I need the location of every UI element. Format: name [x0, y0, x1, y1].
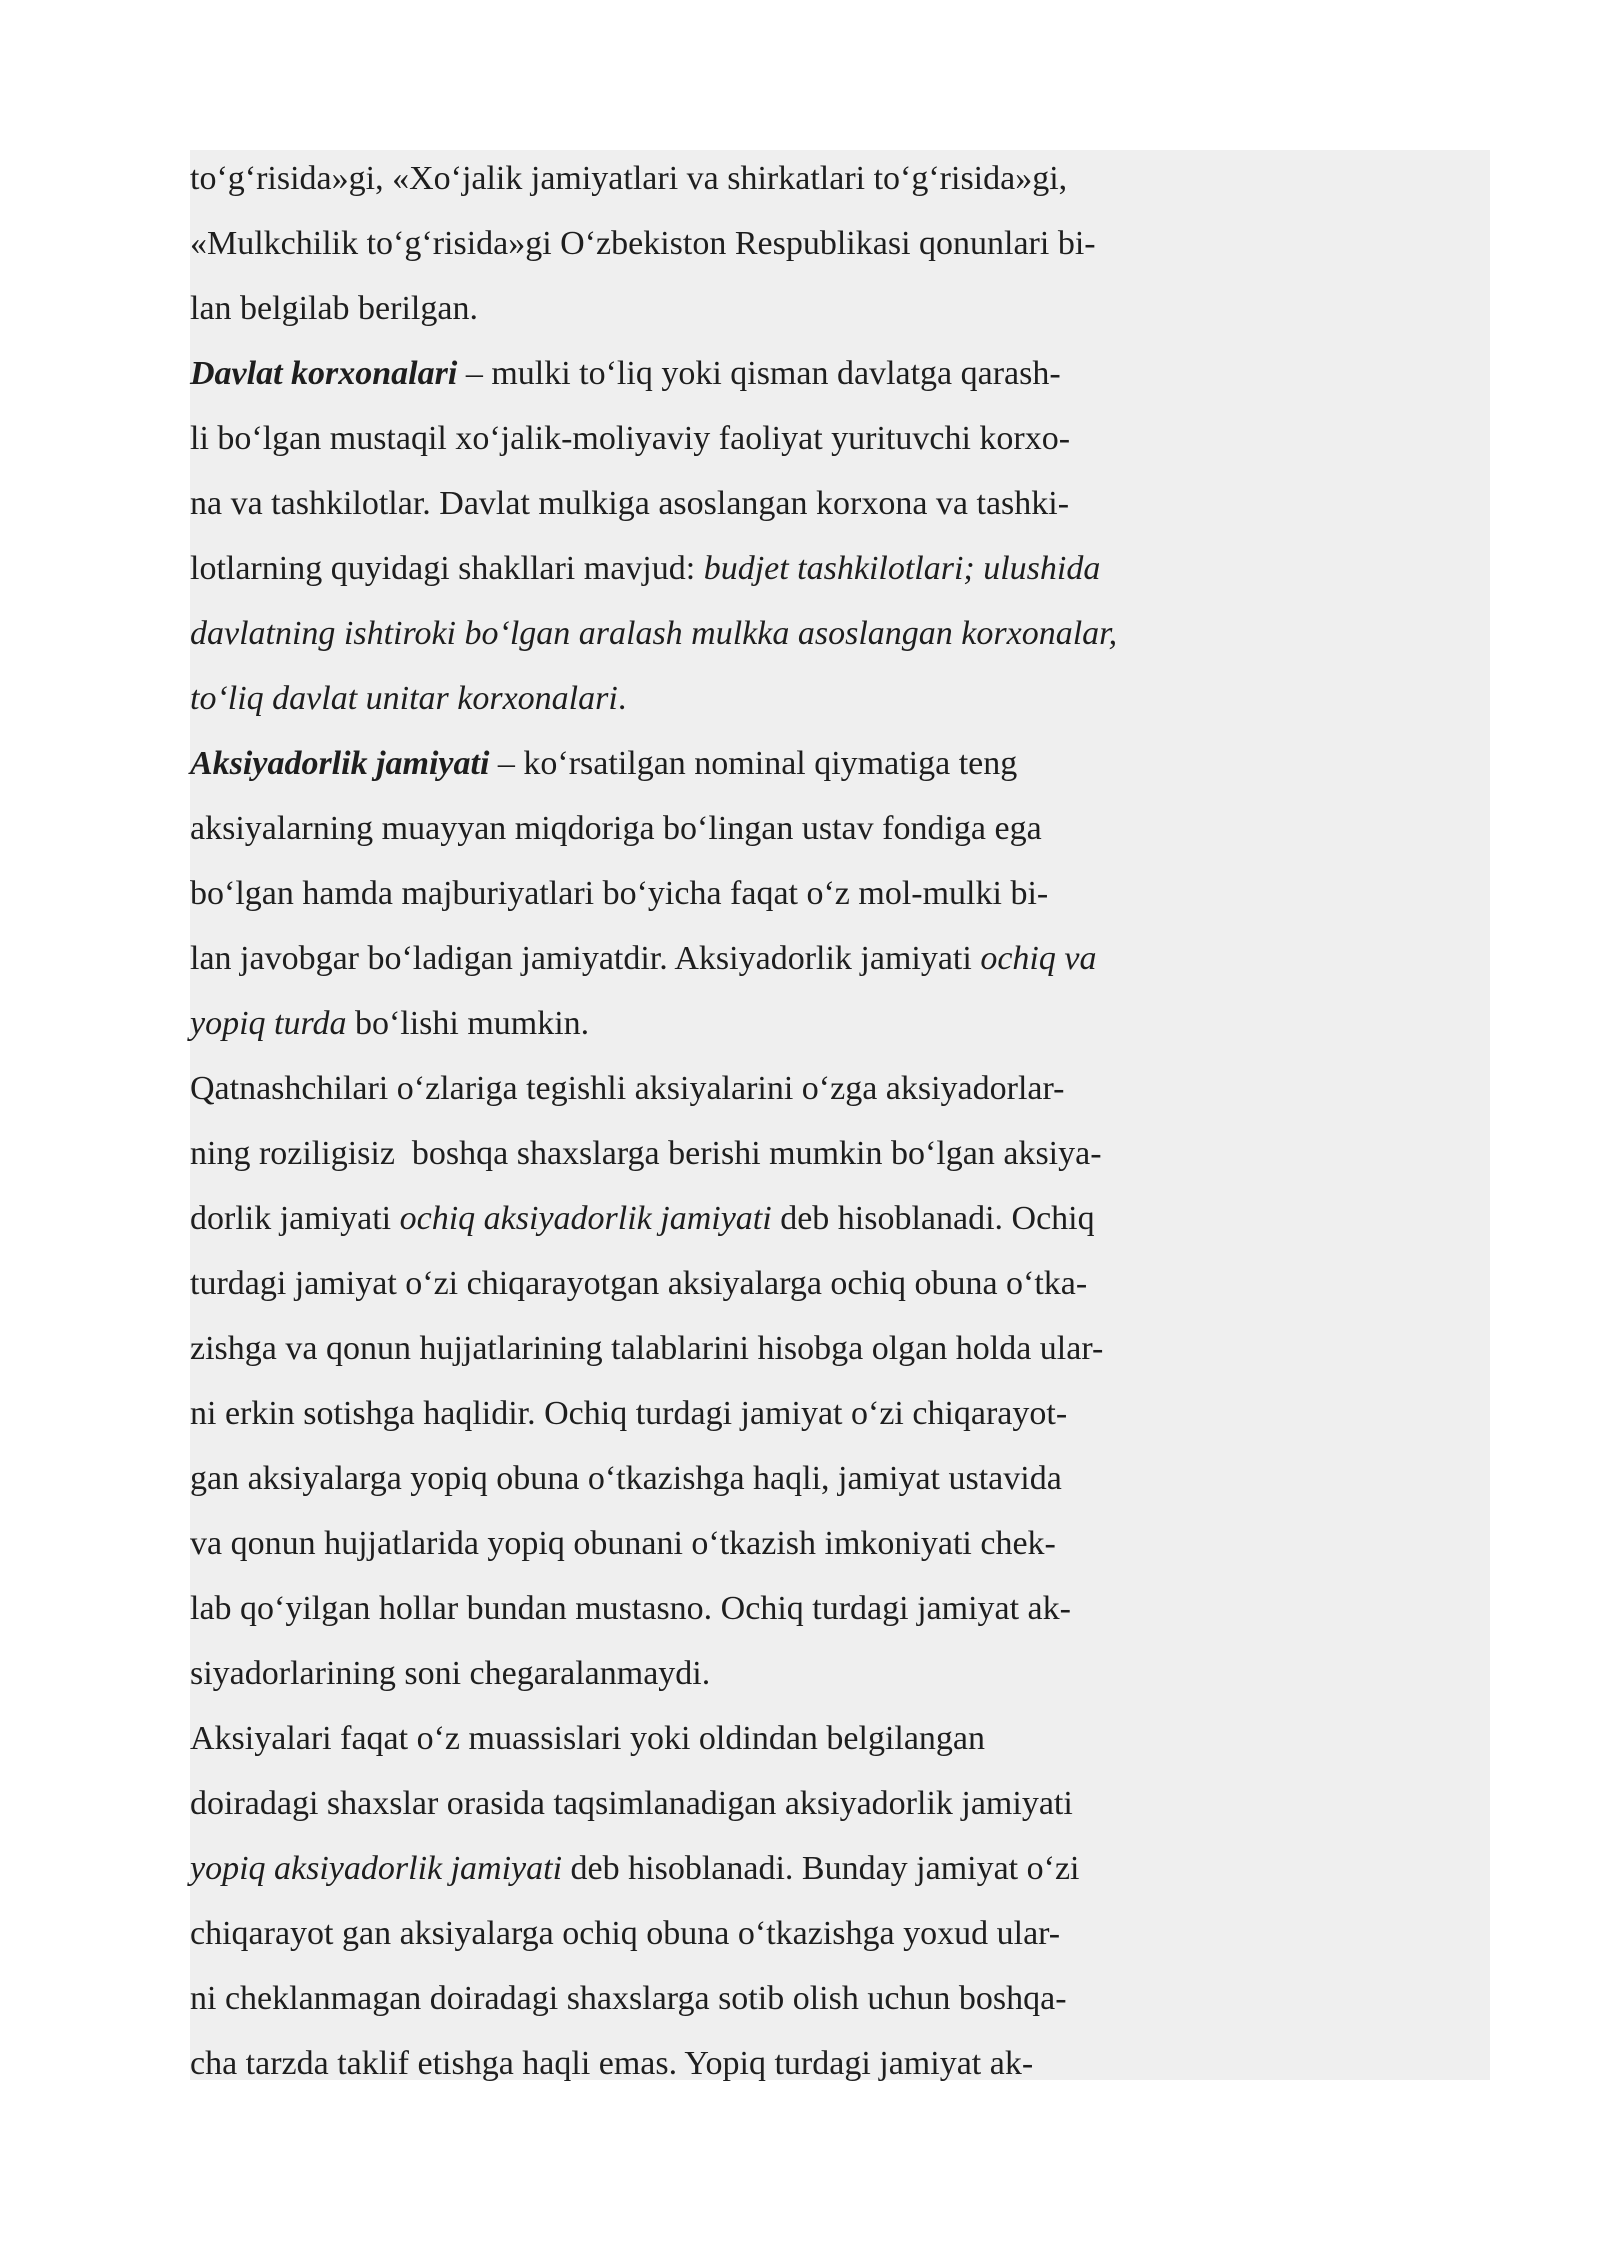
italic-text: ochiq aksiyadorlik jamiyati [399, 1200, 772, 1237]
text-run: turdagi jamiyat o‘zi chiqarayotgan aksiyalarga ochiq obuna o‘tka- [190, 1265, 1088, 1302]
text-run: chiqarayot gan aksiyalarga ochiq obuna o‘tkazishga yoxud ular- [190, 1915, 1061, 1952]
text-run: siyadorlarining soni chegaralanmaydi. [190, 1655, 711, 1692]
text-run: cha tarzda taklif etishga haqli emas. Yopiq turdagi jamiyat ak- [190, 2045, 1034, 2082]
text-line [190, 1771, 1310, 1836]
text-line [190, 601, 1310, 666]
text-line [190, 1901, 1310, 1966]
text-line [190, 1121, 1310, 1186]
text-line [190, 2031, 1310, 2096]
text-run: ni cheklanmagan doiradagi shaxslarga sotib olish uchun boshqa- [190, 1980, 1067, 2017]
text-line [190, 1511, 1310, 1576]
text-run: lan javobgar bo‘ladigan jamiyatdir. Aksiyadorlik jamiyati [190, 940, 981, 977]
text-run: lan belgilab berilgan. [190, 290, 478, 327]
text-run: ni erkin sotishga haqlidir. Ochiq turdagi jamiyat o‘zi chiqarayot- [190, 1395, 1068, 1432]
text-run: dorlik jamiyati [190, 1200, 400, 1237]
text-line [190, 861, 1310, 926]
text-line [190, 146, 1310, 211]
text-line [190, 1056, 1310, 1121]
text-run: li bo‘lgan mustaqil xo‘jalik-moliyaviy faoliyat yurituvchi korxo- [190, 420, 1071, 457]
italic-text: davlatning ishtiroki bo‘lgan aralash mulkka asoslangan korxonalar, [190, 615, 1118, 652]
text-run: na va tashkilotlar. Davlat mulkiga asoslangan korxona va tashki- [190, 485, 1070, 522]
text-run: aksiyalarning muayyan miqdoriga bo‘lingan ustav fondiga ega [190, 810, 1042, 847]
text-run: Qatnashchilari o‘zlariga tegishli aksiyalarini o‘zga aksiyadorlar- [190, 1070, 1065, 1107]
text-line [190, 666, 1310, 731]
italic-text: yopiq aksiyadorlik jamiyati [190, 1850, 563, 1887]
text-line [190, 471, 1310, 536]
text-line [190, 731, 1310, 796]
text-run: va qonun hujjatlarida yopiq obunani o‘tkazish imkoniyati chek- [190, 1525, 1056, 1562]
text-run: doiradagi shaxslar orasida taqsimlanadigan aksiyadorlik jamiyati [190, 1785, 1073, 1822]
text-line [190, 276, 1310, 341]
text-line [190, 1446, 1310, 1511]
text-line [190, 926, 1310, 991]
text-line [190, 1706, 1310, 1771]
text-run: lotlarning quyidagi shakllari mavjud: [190, 550, 704, 587]
text-line [190, 1251, 1310, 1316]
text-line [190, 796, 1310, 861]
text-run: «Mulkchilik to‘g‘risida»gi O‘zbekiston Respublikasi qonunlari bi- [190, 225, 1096, 262]
text-run: to‘g‘risida»gi, «Xo‘jalik jamiyatlari va shirkatlari to‘g‘risida»gi, [190, 160, 1068, 197]
text-run: ning roziligisiz boshqa shaxslarga berishi mumkin bo‘lgan aksiya- [190, 1135, 1102, 1172]
text-line [190, 1966, 1310, 2031]
text-run: deb hisoblanadi. Ochiq [771, 1200, 1095, 1237]
text-line [190, 1316, 1310, 1381]
text-run: . [617, 680, 627, 717]
text-line [190, 211, 1310, 276]
text-line [190, 1576, 1310, 1641]
text-run: – ko‘rsatilgan nominal qiymatiga teng [489, 745, 1018, 782]
text-run: Aksiyalari faqat o‘z muassislari yoki oldindan belgilangan [190, 1720, 986, 1757]
text-line [190, 341, 1310, 406]
text-run: gan aksiyalarga yopiq obuna o‘tkazishga haqli, jamiyat ustavida [190, 1460, 1062, 1497]
text-run: lab qo‘yilgan hollar bundan mustasno. Ochiq turdagi jamiyat ak- [190, 1590, 1071, 1627]
text-run: zishga va qonun hujjatlarining talablarini hisobga olgan holda ular- [190, 1330, 1104, 1367]
term-heading: Davlat korxonalari [190, 355, 458, 392]
italic-text: budjet tashkilotlari; ulushida [703, 550, 1101, 587]
italic-text: ochiq va [980, 940, 1097, 977]
body-text [190, 146, 1310, 2096]
italic-text: to‘liq davlat unitar korxonalari [190, 680, 618, 717]
text-line [190, 406, 1310, 471]
text-line [190, 1641, 1310, 1706]
text-run: bo‘lgan hamda majburiyatlari bo‘yicha faqat o‘z mol-mulki bi- [190, 875, 1049, 912]
term-heading: Aksiyadorlik jamiyati [190, 745, 490, 782]
text-line [190, 536, 1310, 601]
text-line [190, 1186, 1310, 1251]
text-line [190, 991, 1310, 1056]
text-run: deb hisoblanadi. Bunday jamiyat o‘zi [562, 1850, 1080, 1887]
text-run: bo‘lishi mumkin. [346, 1005, 590, 1042]
text-line [190, 1836, 1310, 1901]
italic-text: yopiq turda [190, 1005, 347, 1042]
text-line [190, 1381, 1310, 1446]
text-run: – mulki to‘liq yoki qisman davlatga qarash- [457, 355, 1061, 392]
